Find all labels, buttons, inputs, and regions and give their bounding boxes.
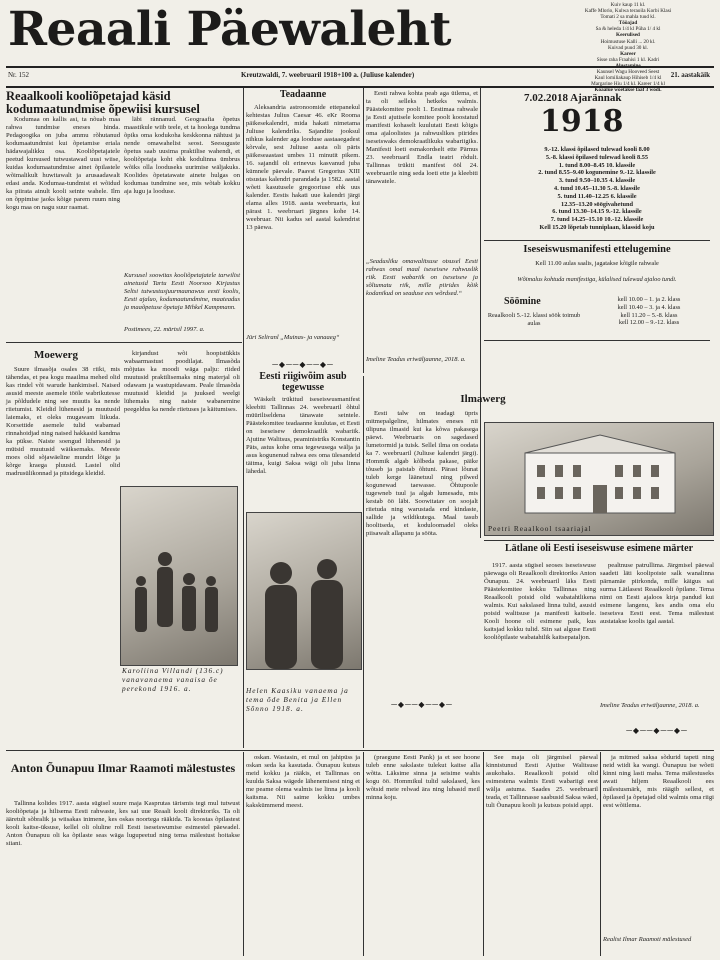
sisters-photo-caption: Helen Kaasiku vanaema ja tema õde Benita ja Ellen Sõnno 1918. a. [246,686,349,713]
school-photo-caption: Peetri Reaalkool tsaariajal [488,524,592,533]
headline-langenu: Lätlane oli Eesti iseseiswuse esimene märter [504,543,694,554]
food-right: kell 10.00 – 1. ja 2. klass kell 10.40 – 3. ja 4. klass kell 11.20 – 5.-8. klass kell 12.00 – 9.-12. klass [617,296,681,327]
family-silhouette-icon [121,487,237,665]
article-kool-quote: Kursusel soowitas kooliõpetajatele tarwilist ainetusid Tartu Eesti Noorsoo Kirjastus Seltsi tutwustusjuurmaanawus eesti koolis, Eesti ajaluo, kodumaatundmine, maateadus ja maaõpetuse õpetaja Mihkel Kampmann. [124,272,240,311]
ad-line: Kaul lomiliakaup Hihiseb 1/4 kl [594,75,662,82]
newspaper-title: Reaali Päewaleht [8,2,451,57]
article-eesti-body: Wäskelt trükitud iseseiswusmanifest kleebiti Tallinnas 24. weebruaril õhtul müüriliseldena tänawate seintele. Päästekomitee teadaanne kuulutas, et Eesti on iseseisew demokraatlik wabariik. Ajutine Walitsus, peaministriks Konstantin Päts, astus kohe oma tegewusega wälja ja asus kogunenud rahwa ees oma ülesandeid täitma, kuigi Saksa wägi oli juba linna lähedal. [246,396,360,475]
section-rule [484,240,710,241]
ad-line: Tööajad [618,20,638,27]
article-onnepuu-col6: ja mitmed saksa sõdurid tapeti ning neid wiidi ka wangi. Õunapuu ise wõeti kinni ning lasti maha. Tema mälestuseks awati hiljem Reaalkooli ees mälestusmärk, mis räägib sellest, et õpilased ja õpetajad olid walmis oma riigi eest wõitlema. [603,754,714,809]
family-photo-caption: Karoliina Villandi (136.c) vanavanaema vanaisa õe perekond 1916. a. [122,666,224,693]
food-left: Reaalkooli 5.-12. klassi söök toimub aulas [487,312,581,327]
food-headline: Söömine [504,296,541,307]
article-kool-col1: Kodumaa on kallis asi, ta nõuab maa rahwa tundmise eneses hinda. Pedagoogika on juba ammu rõhutanud kodumaatundmist kui õpetamise eriala hädawajalikku osa. Kooliõpetajatele peetud kursused tutwustawad uusi wiise, kuidas kodumaatundmise ainet õpilastele wõimalikult huwitawalt ja arusaadawalt edasi anda. Kodumaa-tundmist ei wõidud ka piirata ainult kooli seinte wahele. Ilm on õppimise jaoks kõige parem ruum ning kogu maa on nagu suur raamat. [6,116,120,211]
article-teadaanne-body: Aleksandria astronoomide ettepanekul kehtestas Julius Caesar 46. eKr Rooma päikesekalendri, mida hakati nimetama Juliuse kalendriks. Sajandite jooksul nihkus kalender aga looduse aastaaegadest kõrvale, sest Juliuse aasta oli päris päikeseaastast umbes 11 minutit pikem. 16. sajandil oli erinevus kasvanud juba kümnele päevale. Paavst Gregorius XIII otsustas kalendri parandada ja 1582. aastal wõeti kasutusele gregooriuse ehk uus kalender. Eestis hakati uue kalendri järgi elama alles 1918. aasta weebruaris, kui pärast 1. weebruari järgnes kohe 14. weebruar. Nii kadus sel aastal kalendrist 13 päewa. [246,104,360,231]
article-moewerg-body: Suure ilmasõja osales 38 riiki, mis tähendas, et pea kogu maailma mehed olid kas rindel või warude hankimisel. Naised asusid meeste asemele tööle wabrikutesse ja põldudele ning see muutis ka nende riietumist. Kleidid lühenesid ja muutusid laiemaks, et oleks mugawam liikuda. Korsettide asemele tulid wabamad rinnahoidjad ning naised hakkasid kandma ka pükse. Naiste soengud lühenesid ja mütsid muutusid wäiksemaks. Meeste moes olid sõjawäeline mundri lõige ja kõrge kraega pluusid. Lastel olid madrusülikonnad ja pitsidega kleidid. [6,366,120,477]
article-teadaanne-signature: Jüri Seliranl „Muinas- ja vanaaeg“ [246,334,340,341]
headline-eesti: Eesti riigiwõim asub tegewusse [259,371,347,393]
headline-kool: Reaalkooli kooliõpetajad käsid kodumaatundmise õpewiisi kursusel [6,89,200,117]
schedule-date: 7.02.2018 Ajarännak [524,92,622,104]
column-rule [363,752,364,956]
family-photo [120,486,238,666]
column-rule [483,752,484,956]
volume-year: 21. aastakäik [670,71,710,79]
ad-line: Sa & heleda 1/4 kl Püha 1/ 4 kl [595,26,661,33]
article-onnepuu-col5: See maja oli järgmisel päewal kinnistunud Eesti Ajutise Walitsuse asukohaks. Reaalkooli poisid olid esimestena walmis Eesti wabariigi eest wälja astuma. Saades 25. weebruaril teada, et Tallinnasse saabusid Saksa wäed, tuli Õunapuu kooli ja kutsus poisid appi. [486,754,598,809]
section-rule [6,750,714,751]
sisters-photo [246,512,362,670]
schedule-lines: 9.-12. klassi õpilased tulewad kooli 8.00 5.-8. klassi õpilased tulewad kooli 8.55 1. tund 8.00–8.45 10. klassile 2. tund 8.55–9.40 kogunemine 9.-12. klassile 3. tund 9.50–10.35 4. klassile 4. tund 10.45–11.30 5.-8. klassile 5. tund 11.40–12.25 6. klassile 12.35–13.20 söögivahetund 6. tund 13.30–14.15 9.-12. klassile 7. tund 14.25–15.10 10.-12. klassile Kell 15.20 lõpetab tunniplaan, klassid koju [538,146,656,231]
section-rule [484,540,714,541]
ad-line: Sisse raha Fraahisi 1 kl. Kadri [596,56,660,63]
article-kool-col2: läbi rännanud. Geograafia õpetus maastikule wiib teele, et ta hoolega tundma õpiks oma kodukoha keskkonna nähtusi ja nende omawahelist seost. Seesuguste õpetus saab uusima praktilise wahendi, et kooliõpetaja koht ehk kodulinna ümbrus wõiks olla looduseks uurimise wäljakuks. Koolides õpetatawate ainete hulgas on kodumaa tundmine see, mis wõtab kokku aja lugu ja looduse. [124,116,240,195]
ad-line: Kuiv kaup 11 kl. [610,2,646,8]
ad-line: Kareer [620,50,636,57]
school-photo [484,422,714,536]
ad-line: Alustamine [615,62,641,69]
ad-line: Kõaalue wõetakse faaf 3 wõdi. [594,87,662,94]
ornament-divider: ─◆──◆──◆─ [626,726,688,735]
column-rule [363,88,364,373]
article-onnepuu-signature: Realist Ilmar Raamoti mälestused [603,936,692,943]
ad-line: Hoimustuse Kalli ... 20 kl. [600,38,656,45]
issue-date: Kreutzwaldi, 7. weebruaril 1918+100 a. (Juliuse kalender) [241,71,415,79]
article-eesti-signature: Imeline Teadus eriwäljaanne, 2018. a. [366,356,466,363]
headline-moewerg: Moewerg [34,349,78,361]
article-onnepuu-col3: oskan. Wastasin, et mul on jahipüss ja oskan seda ka kasutada. Õunapuu kutsus meid kokku ja rääkis, et Tallinnas on kuulda Saksa wägede lähenemisest ning et me peame olema walmis ise linna ja kooli kaitsma. Nii saime kokku umbes kakskümmend meest. [246,754,360,809]
article-langenu-signature: Imeline Teadus eriwäljaanne, 2018. a. [600,702,700,709]
headline-onnepuu: Anton Õunapuu Ilmar Raamoti mälestustes [10,761,236,775]
article-kool-signature: Postimees, 22. märtsil 1997. a. [124,326,205,333]
headline-ilmawerg: Ilmawerg [460,393,506,405]
article-eesti-quote: „Seadusliku omawalitsuse otsusel Eesti rahwas omal maal iseseisew rahwuslik riik. Eesti wabariik on iseseisew ja sõltumatu riik, mille piirides kõik kodanikud on seaduse ees wõrdsed.“ [366,258,478,297]
ornament-divider: ─◆──◆──◆─ [272,360,334,369]
issue-number: Nr. 152 [8,71,29,79]
ad-line: Tomati 2 sa mahla tuud kl. [600,14,656,21]
schedule-year: 1918 [540,104,624,139]
article-langenu-col1: 1917. aasta sügisel seoses iseseiswuse päewaga oli Reaalkooli direktoriks Anton Õunapuu. 24. weebruaril läks Eesti Päästekomitee kokku Tallinnas ning Reaalkooli poisid olid wabatahtlikena walmis. Kui sakslased linna tulid, asusid poisid walitsuse ja manifesti kaitsele. Kooli hoone oli esimene paik, kus kaitsjad kokku tulid. Siin sai alguse Eesti kooliõpilaste wabatahtlik kaitsepataljon. [484,562,596,641]
manifest-headline: Iseseiswusmanifesti ettelugemine [523,244,671,255]
article-eesti-col2: Eesti rahwa kohta peab aga ütlema, et ta oli selleks hetkeks walmis. Päästekomitee poolt 1. Eestimaa rahwale ja Eesti ajutisele komitee poolt koostatud manifesti kohaselt kuulutati Eesti kõigis oma ajaloolistes ja rahwuslikes piirides iseseiswaks demokraatlikuks wabariigiks. Manifesti loeti esmakordselt ette Pärnus 23. weebruaril Endla teatri rõdult. Tallinnas trükiti manifest ööl 24. weebruarile ning seda loeti ette ja kleebiti tänawatele. [366,90,478,185]
manifest-subline: Kell 11.00 aulas saalis, jagatakse kõigile rahwale [535,260,659,267]
headline-teadaanne: Teadaanne [279,89,327,100]
article-onnepuu-col4: (praegune Eesti Pank) ja et see hoone tuleb enne sakslaste tulekut kaitse alla wõtta. Läksime sinna ja seisime wahis kogu öö. Hommikul tulid sakslased, kes wõtsid meie relwad ära ning lubasid meil minna koju. [366,754,480,801]
section-rule [484,340,710,341]
column-rule [243,752,244,956]
article-ilmawerg-body: Eesti talw on teadagi üpris mitmepalgeline, hilmates eneses nii ülipuna ilmasid kui ka kõwa pakasega päewi. Weebruaris on sagedased lumetormid ja tuisk. Sellel ilma on oodata ka 7. weebruaril (Juliuse kalendri järgi). Hommik algab kõlbeda pakase, päike tõuseb ja paistab õhtuni. Pärast lõunat tuleb kerge läänetuul ning pilwed kogunewad taewasse. Õhtupoole tugewneb tuul ja algab lumesadu, mis kestab öö läbi. Soowitatav on soojalt riietuda ning warustada end kindaste, sallide ja wildikutega. Maal tasub hoolitseda, et koduloomadel oleks piisawalt allapanu ja sööta. [366,410,478,537]
section-rule [6,342,242,343]
ad-line: Kaffe Mlorio, Kulwa teraoila Korbi Klasi [584,8,672,15]
column-rule [600,752,601,956]
ad-line: Kuivad puud 30 kl. [607,44,649,51]
article-langenu-col2: pealtnuse patrullima. Järgmisel päewal saadeti läti koolipoiste salk wanalinna pärnamäe piirkonda, mille käigus sai surma Lätlasest Reaalkooli õpilane. Tema nimi on Eesti ajaloos kirja pandud kui esimene langenu, kes andis oma elu iseseisva Eesti eest. Tema mälestust austatakse koolis igal aastal. [600,562,714,625]
column-rule [480,88,481,538]
manifest-note: Wõimalus kohtuda manifestiga, külalised tulewad ajaloo tundi. [517,276,677,283]
ad-line: Keerulised [616,32,640,39]
column-rule [243,88,244,748]
ornament-divider: ─◆──◆──◆─ [391,700,453,709]
dateline [6,66,714,88]
ad-line: Kaunsel Wagu Hooveed Seest [596,69,660,76]
article-onnepuu-body: Tallinna kolides 1917. aasta sügisel suure maja Kasprutas tärismis tegi mul tutwust kooliõpetaja ja hilisema Eesti rahwaste, kes sai uue Reaali kooli direktoriks. Ta oli ääretult sõbralik ja wiisakas inimene, kes oskas noortega rääkida. Ta koostas õpilastest kooli kaitse-üksuse, kellel oli oluline roll Eesti iseseiswumise esimestel päewadel. Anton Õunapuu oli ka õpilaste seas wäga lugupeetud ning tema mälestust hoitakse siiani. [6,800,240,847]
sisters-silhouette-icon [247,513,361,669]
article-moewerg-col2: kirjandust wõi hoopistükkis wabaarmastust poodilajat. Ilmasõda mõjutas ka moodi wäga palju: riided muutusid praktilisemaks ning materjal oli odawam ja wastupidawam. Peale ilmasõda muutusid kleidid ja juuksed weelgi lühemaks ning naiste wabanemine peegeldus ka nende riietuses ja käitumises. [124,350,240,413]
ad-line: Margarine Hiu 1/4 kl. Kareer 1/4 kl [591,81,665,88]
school-building-icon [485,423,713,535]
